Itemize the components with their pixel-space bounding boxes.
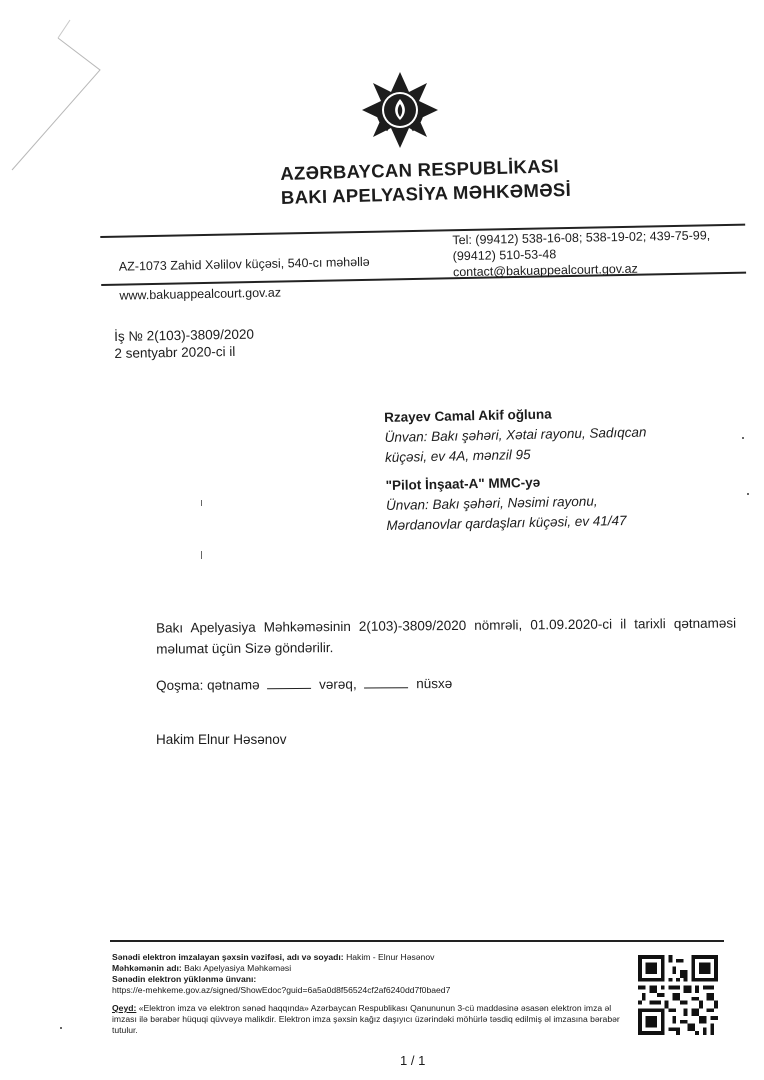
scan-speck xyxy=(60,1027,62,1029)
phone-line-2: (99412) 510-53-48 xyxy=(452,247,557,264)
letter-body xyxy=(110,613,736,660)
copies-blank xyxy=(364,677,408,688)
page-number: 1 / 1 xyxy=(400,1053,426,1068)
signer-label: Sənədi elektron imzalayan şəxsin vəzifəsi, adı və soyadı: xyxy=(112,952,344,962)
scan-speck xyxy=(201,551,202,559)
attachment-pages-label: vərəq, xyxy=(319,676,357,692)
qr-code-icon[interactable] xyxy=(636,955,720,1035)
recipient xyxy=(384,401,715,468)
signer-row xyxy=(112,952,622,963)
recipient xyxy=(385,469,716,536)
attachment-line xyxy=(156,676,452,693)
case-date: 2 sentyabr 2020-ci il xyxy=(114,343,236,361)
signatory: Hakim Elnur Həsənov xyxy=(156,732,287,747)
signer-value: Hakim - Elnur Həsənov xyxy=(346,952,435,962)
scan-speck xyxy=(747,493,749,495)
url-label: Sənədin elektron yüklənmə ünvanı: xyxy=(112,974,257,984)
url-row xyxy=(112,974,622,985)
case-reference xyxy=(114,326,254,362)
note-label: Qeyd: xyxy=(112,1003,137,1013)
recipient-address-line: küçəsi, ev 4A, mənzil 95 xyxy=(384,446,531,465)
folded-corner xyxy=(0,0,130,190)
org-line-2: BAKI APELYASİYA MƏHKƏMƏSİ xyxy=(280,178,572,208)
body-paragraph: Bakı Apelyasiya Məhkəməsinin 2(103)-3809/2020 nömrəli, 01.09.2020-ci il tarixli qətnaməsi məlumat üçün Sizə göndərilir. xyxy=(156,615,737,657)
court-row xyxy=(112,963,622,974)
e-signature-footer xyxy=(112,952,622,1036)
footer-divider xyxy=(110,940,724,942)
document-url[interactable]: https://e-mehkeme.gov.az/signed/ShowEdoc?guid=6a5a0d8f56524cf2af6240dd7f0baed7 xyxy=(112,985,451,995)
phone-line-1: Tel: (99412) 538-16-08; 538-19-02; 439-75-99, xyxy=(452,228,711,248)
recipient-address-line: Ünvan: Bakı şəhəri, Xətai rayonu, Sadıqcan xyxy=(384,424,647,445)
note-text: «Elektron imza və elektron sənəd haqqında» Azərbaycan Respublikası Qanununun 3-cü maddəsinə əsasən elektron imza əl imzası ilə bərabər hüquqi qüvvəyə malikdir. Elektron imza şəxsin kağız daşıyıcı üzərindəki möhürlə təsdiq edilmiş əl imzasına bərabər tutulur. xyxy=(112,1003,620,1035)
attachment-label: Qoşma: qətnamə xyxy=(156,677,260,693)
recipients-block xyxy=(384,401,717,536)
state-emblem-icon xyxy=(360,68,440,156)
court-address: AZ-1073 Zahid Xəlilov küçəsi, 540-cı məhəllə xyxy=(118,254,370,274)
court-name xyxy=(280,153,611,210)
contact-info xyxy=(452,227,711,280)
recipient-address-line: Ünvan: Bakı şəhəri, Nəsimi rayonu, xyxy=(385,493,598,513)
org-line-1: AZƏRBAYCAN RESPUBLİKASI xyxy=(280,155,560,184)
court-label: Məhkəmənin adı: xyxy=(112,963,182,973)
scan-speck xyxy=(201,500,202,506)
recipient-name: "Pilot İnşaat-A" MMC-yə xyxy=(385,474,541,493)
case-number: İş № 2(103)-3809/2020 xyxy=(114,326,255,344)
attachment-copies-label: nüsxə xyxy=(416,675,453,692)
letterhead-contacts xyxy=(100,210,752,312)
court-value: Bakı Apelyasiya Məhkəməsi xyxy=(184,963,292,973)
scan-speck xyxy=(742,437,744,439)
recipient-name: Rzayev Camal Akif oğluna xyxy=(384,406,552,425)
court-website: www.bakuappealcourt.gov.az xyxy=(119,285,282,303)
recipient-address-line: Mərdanovlar qardaşları küçəsi, ev 41/47 xyxy=(386,512,627,533)
pages-blank xyxy=(267,678,311,689)
email: contact@bakuappealcourt.gov.az xyxy=(452,261,638,280)
legal-note xyxy=(112,1003,622,1036)
